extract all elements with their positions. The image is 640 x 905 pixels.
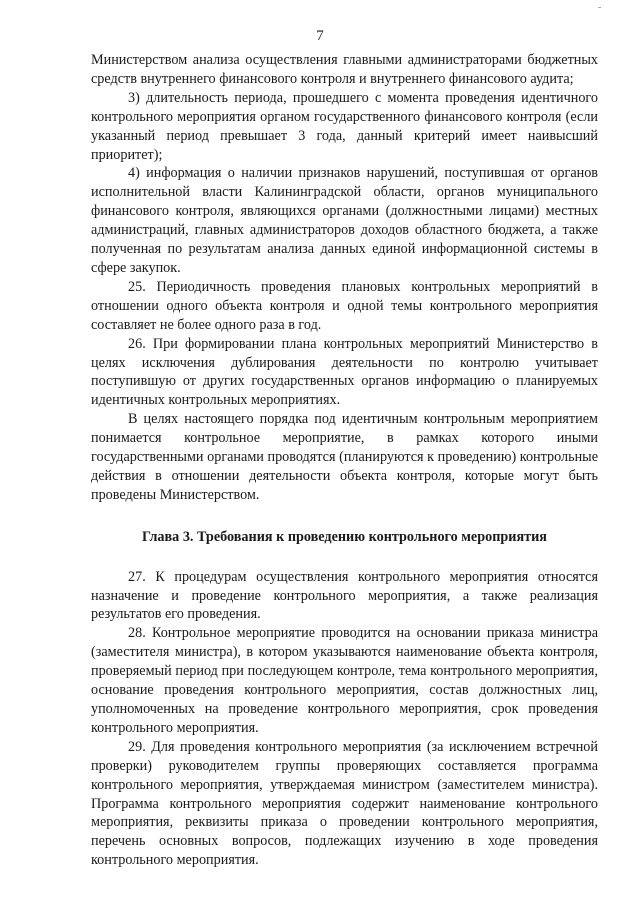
page-number: 7	[316, 28, 324, 44]
paragraph-25: 25. Периодичность проведения плановых контрольных мероприятий в отношении одного объекта контроля и одной темы контрольного мероприятия составляет не более одного раза в год.	[91, 278, 598, 333]
paragraph-26-definition: В целях настоящего порядка под идентичным контрольным мероприятием понимается контрольное мероприятие, в рамках которого иными государственными органами проводятся (планируются к проведению) контрольные действия в отношении деятельности объекта контроля, которые могут быть проведены Министерством.	[91, 411, 598, 503]
paragraph-28: 28. Контрольное мероприятие проводится на основании приказа министра (заместителя министра), в котором указываются наименование объекта контроля, проверяемый период при последующем контроле, тема контрольного мероприятия, основание проведения контрольного мероприятия, состав должностных лиц, уполномоченных на проведение контрольного мероприятия, срок проведения контрольного мероприятия.	[91, 625, 598, 736]
paragraph-item-3: 3) длительность периода, прошедшего с момента проведения идентичного контрольного мероприятия органом государственного финансового контроля (если указанный период превышает 3 года, данный критерий имеет наивысший приоритет);	[91, 89, 598, 163]
paragraph-continuation: Министерством анализа осуществления главными администраторами бюджетных средств внутреннего финансового контроля и внутреннего финансового аудита;	[91, 52, 598, 87]
paragraph-item-4: 4) информация о наличии признаков нарушений, поступившая от органов исполнительной власти Калининградской области, органов муниципального финансового контроля, являющихся органами (должностными лицами) местных администраций, главных администраторов доходов областного бюджета, а также полученная по результатам анализа данных единой информационной системы в сфере закупок.	[91, 165, 598, 276]
document-body	[91, 51, 598, 870]
paragraph-29: 29. Для проведения контрольного мероприятия (за исключением встречной проверки) руководителем группы проверяющих составляется программа контрольного мероприятия, утверждаемая министром (заместителем министра). Программа контрольного мероприятия содержит наименование контрольного мероприятия, реквизиты приказа о проведении контрольного мероприятия, перечень основных вопросов, подлежащих изучению в ходе проведения контрольного мероприятия.	[91, 738, 598, 869]
paragraph-26: 26. При формировании плана контрольных мероприятий Министерство в целях исключения дублирования деятельности по контролю учитывает поступившую от других государственных органов информацию о планируемых идентичных контрольных мероприятиях.	[91, 335, 598, 409]
paragraph-27: 27. К процедурам осуществления контрольного мероприятия относятся назначение и проведение контрольного мероприятия, а также реализация результатов его проведения.	[91, 568, 598, 623]
corner-mark: -	[598, 2, 602, 13]
chapter-heading: Глава 3. Требования к проведению контрольного мероприятия	[142, 528, 547, 545]
